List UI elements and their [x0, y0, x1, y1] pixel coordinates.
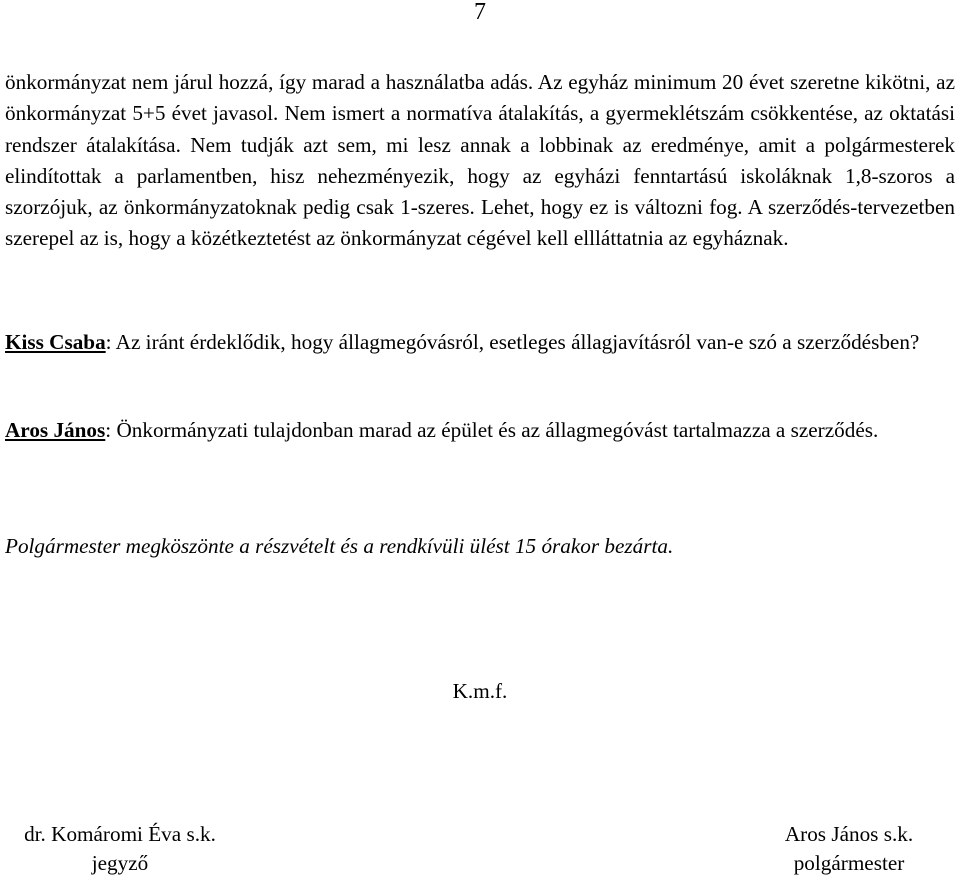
kmf-mark: K.m.f.: [452, 679, 508, 703]
speaker-name: Kiss Csaba: [5, 330, 106, 354]
speaker-statement-aros-janos: [5, 415, 955, 446]
closing-statement: Polgármester megköszönte a részvételt és a rendkívüli ülést 15 órakor bezárta.: [5, 534, 674, 558]
page-number: 7: [474, 0, 486, 25]
statement-text: : Önkormányzati tulajdonban marad az épület és az állagmegóvást tartalmazza a szerződés.: [105, 418, 879, 442]
speaker-name: Aros János: [5, 418, 106, 442]
speaker-statement-kiss-csaba: [5, 327, 955, 358]
signature-name: Aros János s.k.: [784, 822, 914, 846]
signature-name: dr. Komáromi Éva s.k.: [24, 822, 216, 846]
signature-mayor: [768, 820, 930, 878]
minutes-paragraph: önkormányzat nem járul hozzá, így marad a használatba adás. Az egyház minimum 20 évet szeretne kikötni, az önkormányzat 5+5 évet javasol. Nem ismert a normatíva átalakítás, a gyermeklétszám csökkentése, az oktatási rendszer átalakítása. Nem tudják azt sem, mi lesz annak a lobbinak az eredménye, amit a polgármesterek elindítottak a parlamentben, hisz nehezményezik, hogy az egyházi fenntartású iskoláknak 1,8-szoros a szorzójuk, az önkormányzatoknak pedig csak 1-szeres. Lehet, hogy ez is változni fog. A szerződés-tervezetben szerepel az is, hogy a közétkeztetést az önkormányzat cégével kell ellláttatnia az egyháznak.: [5, 70, 955, 251]
signature-title: polgármester: [793, 851, 905, 875]
statement-text: : Az iránt érdeklődik, hogy állagmegóvásról, esetleges állagjavításról van-e szó a szerződésben?: [105, 330, 920, 354]
signature-title: jegyző: [91, 851, 149, 875]
signature-notary: [5, 820, 235, 878]
